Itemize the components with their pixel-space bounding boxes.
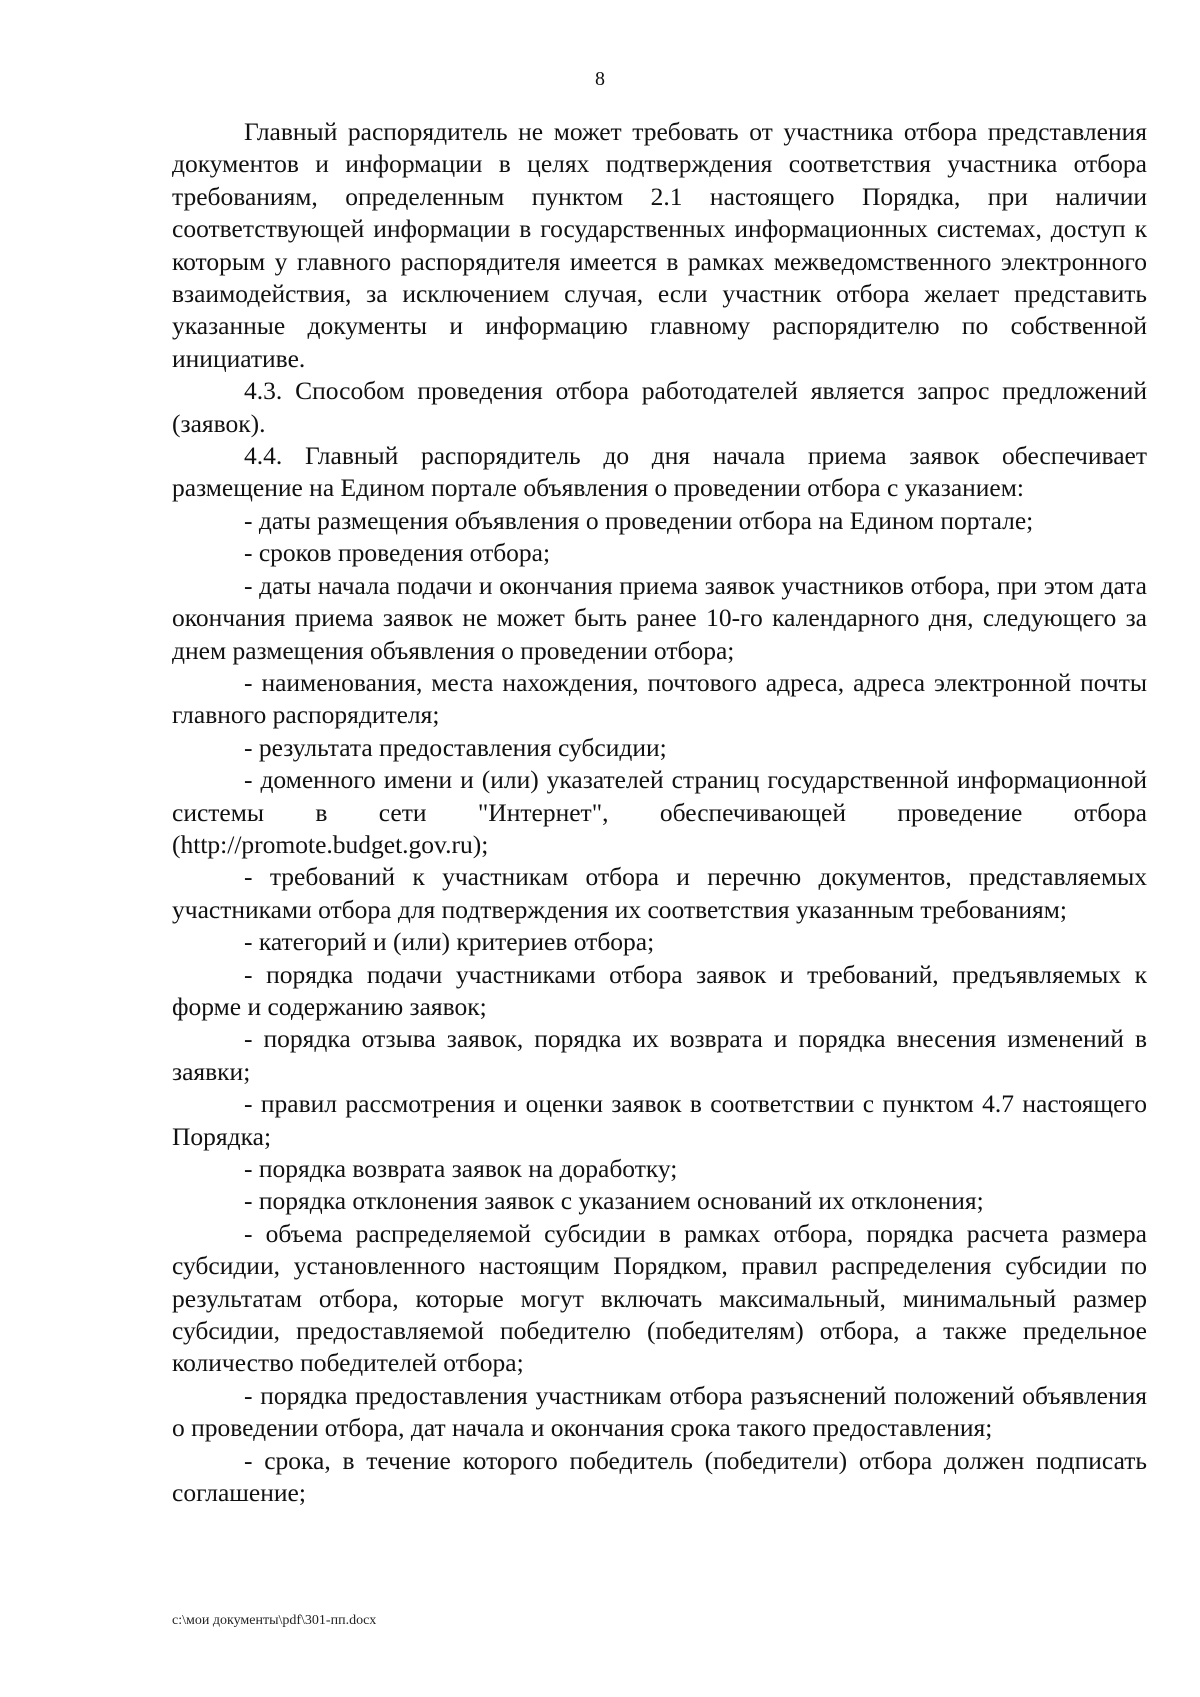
list-item: - даты начала подачи и окончания приема заявок участников отбора, при этом дата окончания приема заявок не может быть ранее 10-го календарного дня, следующего за днем размещения объявления о проведении отбора; <box>172 570 1147 665</box>
paragraph: Главный распорядитель не может требовать от участника отбора представления документов и информации в целях подтверждения соответствия участника отбора требованиям, определенным пунктом 2.1 настоящего Порядка, при наличии соответствующей информации в государственных информационных системах, доступ к которым у главного распорядителя имеется в рамках межведомственного электронного взаимодействия, за исключением случая, если участник отбора желает представить указанные документы и информацию главному распорядителю по собственной инициативе. <box>172 117 1147 373</box>
list-item: - порядка предоставления участникам отбора разъяснений положений объявления о проведении отбора, дат начала и окончания срока такого предоставления; <box>172 1380 1147 1443</box>
list-item: - порядка отклонения заявок с указанием оснований их отклонения; <box>244 1186 984 1216</box>
list-item: - порядка подачи участниками отбора заявок и требований, предъявляемых к форме и содержанию заявок; <box>172 959 1147 1021</box>
paragraph: 4.3. Способом проведения отбора работодателей является запрос предложений (заявок). <box>172 376 1147 438</box>
list-item: - сроков проведения отбора; <box>244 538 551 568</box>
list-item: - срока, в течение которого победитель (победители) отбора должен подписать соглашение; <box>172 1445 1147 1508</box>
list-item: - объема распределяемой субсидии в рамках отбора, порядка расчета размера субсидии, установленного настоящим Порядком, правил распределения субсидии по результатам отбора, которые могут включать максимальный, минимальный размер субсидии, предоставляемой победителю (победителям) отбора, а также предельное количество победителей отбора; <box>172 1218 1147 1378</box>
paragraph: 4.4. Главный распорядитель до дня начала приема заявок обеспечивает размещение на Едином портале объявления о проведении отбора с указанием: <box>172 441 1147 503</box>
page-number: 8 <box>595 68 605 90</box>
body-text <box>172 116 1147 1509</box>
list-item: - даты размещения объявления о проведении отбора на Едином портале; <box>244 505 1034 535</box>
list-item: - порядка отзыва заявок, порядка их возврата и порядка внесения изменений в заявки; <box>172 1024 1147 1086</box>
list-item: - наименования, места нахождения, почтового адреса, адреса электронной почты главного распорядителя; <box>172 667 1147 730</box>
list-item: - правил рассмотрения и оценки заявок в соответствии с пунктом 4.7 настоящего Порядка; <box>172 1089 1147 1151</box>
footer-file-path: c:\мои документы\pdf\301-пп.docx <box>172 1613 377 1628</box>
list-item: - категорий и (или) критериев отбора; <box>244 927 655 957</box>
list-item: - порядка возврата заявок на доработку; <box>244 1154 678 1183</box>
list-item: - требований к участникам отбора и перечню документов, представляемых участниками отбора для подтверждения их соответствия указанным требованиям; <box>172 862 1147 924</box>
list-item: - результата предоставления субсидии; <box>244 732 667 762</box>
list-item: - доменного имени и (или) указателей страниц государственной информационной системы в сети "Интернет", обеспечивающей проведение отбора (http://promote.budget.gov.ru); <box>172 765 1147 859</box>
